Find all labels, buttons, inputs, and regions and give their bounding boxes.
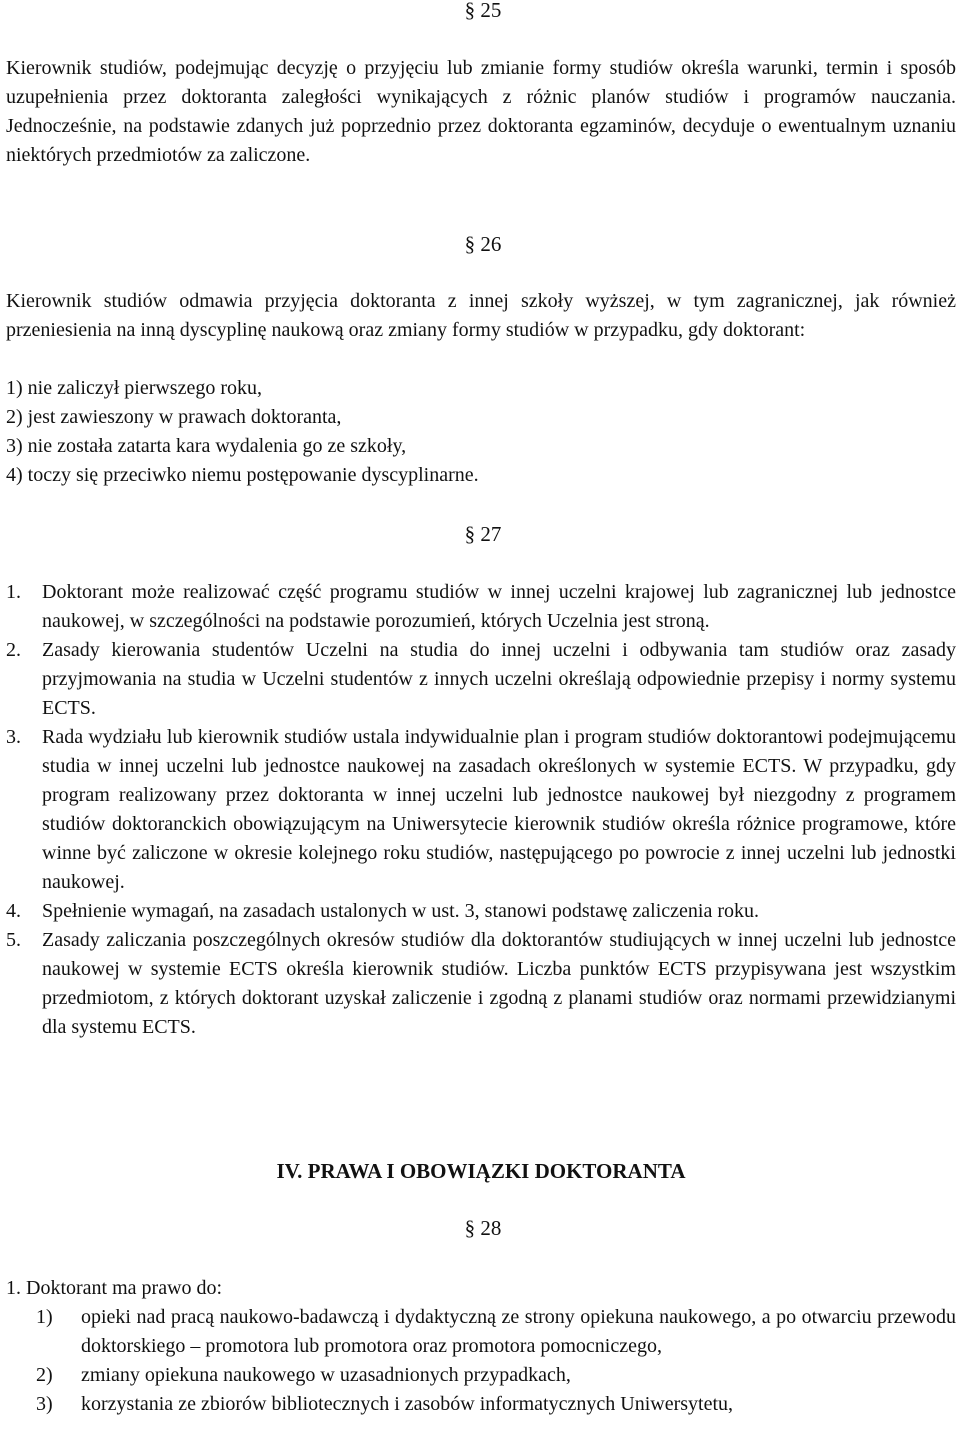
item-number: 4. — [6, 900, 21, 922]
section-25-text: Kierownik studiów, podejmując decyzję o przyjęciu lub zmianie formy studiów określa warunki, termin i sposób uzupełnienia przez doktoranta zaległości wynikających z różnic planów studiów i programów nauczania. Jednocześnie, na podstawie zdanych już poprzednio przez doktoranta egzaminów, decyduje o ewentualnym uznaniu niektórych przedmiotów za zaliczone. — [6, 57, 956, 166]
item-number: 3) — [36, 1393, 53, 1415]
item-number: 5. — [6, 929, 21, 951]
item-text: korzystania ze zbiorów bibliotecznych i zasobów informatycznych Uniwersytetu, — [81, 1393, 734, 1415]
list-item — [6, 578, 956, 636]
item-number: 2. — [6, 639, 21, 661]
section-28-list — [6, 1303, 956, 1419]
item-text: Zasady kierowania studentów Uczelni na studia do innej uczelni i odbywania tam studiów oraz zasady przyjmowania na studia w Uczelni studentów z innych uczelni określają odpowiednie przepisy i normy systemu ECTS. — [42, 639, 956, 719]
list-item — [6, 636, 956, 723]
item-text: Doktorant może realizować część programu studiów w innej uczelni krajowej lub zagranicznej lub jednostce naukowej, w szczególności na podstawie porozumień, których Uczelnia jest stroną. — [42, 581, 956, 632]
section-heading-25: § 25 — [464, 0, 502, 22]
list-item — [6, 1303, 956, 1361]
list-item: 2) jest zawieszony w prawach doktoranta, — [6, 406, 342, 428]
section-heading-28: § 28 — [464, 1216, 502, 1240]
section-heading-26: § 26 — [464, 232, 502, 256]
item-text: Zasady zaliczania poszczególnych okresów studiów dla doktorantów studiujących w innej uczelni lub jednostce naukowej w systemie ECTS określa kierownik studiów. Liczba punktów ECTS przypisywana jest wszystkim przedmiotom, z których doktorant uzyskał zaliczenie i zgodną z planami studiów oraz normami przewidzianymi dla systemu ECTS. — [42, 929, 956, 1038]
list-item — [6, 926, 956, 1042]
list-item: 3) nie została zatarta kara wydalenia go ze szkoły, — [6, 435, 407, 457]
list-item: 1) nie zaliczył pierwszego roku, — [6, 377, 263, 399]
section-28-intro: 1. Doktorant ma prawo do: — [6, 1277, 223, 1299]
section-27-list — [6, 578, 956, 1042]
item-text: zmiany opiekuna naukowego w uzasadnionych przypadkach, — [81, 1364, 571, 1386]
item-text: Spełnienie wymagań, na zasadach ustalonych w ust. 3, stanowi podstawę zaliczenia roku. — [42, 900, 760, 922]
list-item — [6, 1390, 956, 1419]
item-number: 1) — [36, 1306, 53, 1328]
list-item — [6, 1361, 956, 1390]
section-heading-27: § 27 — [464, 522, 502, 546]
list-item — [6, 897, 956, 926]
item-number: 2) — [36, 1364, 53, 1386]
item-text: Rada wydziału lub kierownik studiów ustala indywidualnie plan i program studiów doktorantowi podejmującemu studia w innej uczelni lub jednostce naukowej na zasadach określonych w systemie ECTS. W przypadku, gdy program realizowany przez doktoranta w innej uczelni lub jednostce naukowej był niezgodny z programem studiów doktoranckich obowiązującym na Uniwersytecie kierownik studiów określa różnice programowe, które winne być zaliczone w okresie kolejnego roku studiów, następującego po powrocie z innej uczelni lub jednostki naukowej. — [42, 726, 956, 893]
section-26-intro: Kierownik studiów odmawia przyjęcia doktoranta z innej szkoły wyższej, w tym zagranicznej, jak również przeniesienia na inną dyscyplinę naukową oraz zmiany formy studiów w przypadku, gdy doktorant: — [6, 290, 956, 341]
list-item: 4) toczy się przeciwko niemu postępowanie dyscyplinarne. — [6, 464, 479, 486]
item-number: 1. — [6, 581, 21, 603]
list-item — [6, 723, 956, 897]
chapter-title: IV. PRAWA I OBOWIĄZKI DOKTORANTA — [276, 1159, 686, 1183]
item-number: 3. — [6, 726, 21, 748]
section-26-list — [6, 374, 956, 490]
item-text: opieki nad pracą naukowo-badawczą i dydaktyczną ze strony opiekuna naukowego, a po otwarciu przewodu doktorskiego – promotora lub promotora oraz promotora pomocniczego, — [81, 1306, 956, 1357]
